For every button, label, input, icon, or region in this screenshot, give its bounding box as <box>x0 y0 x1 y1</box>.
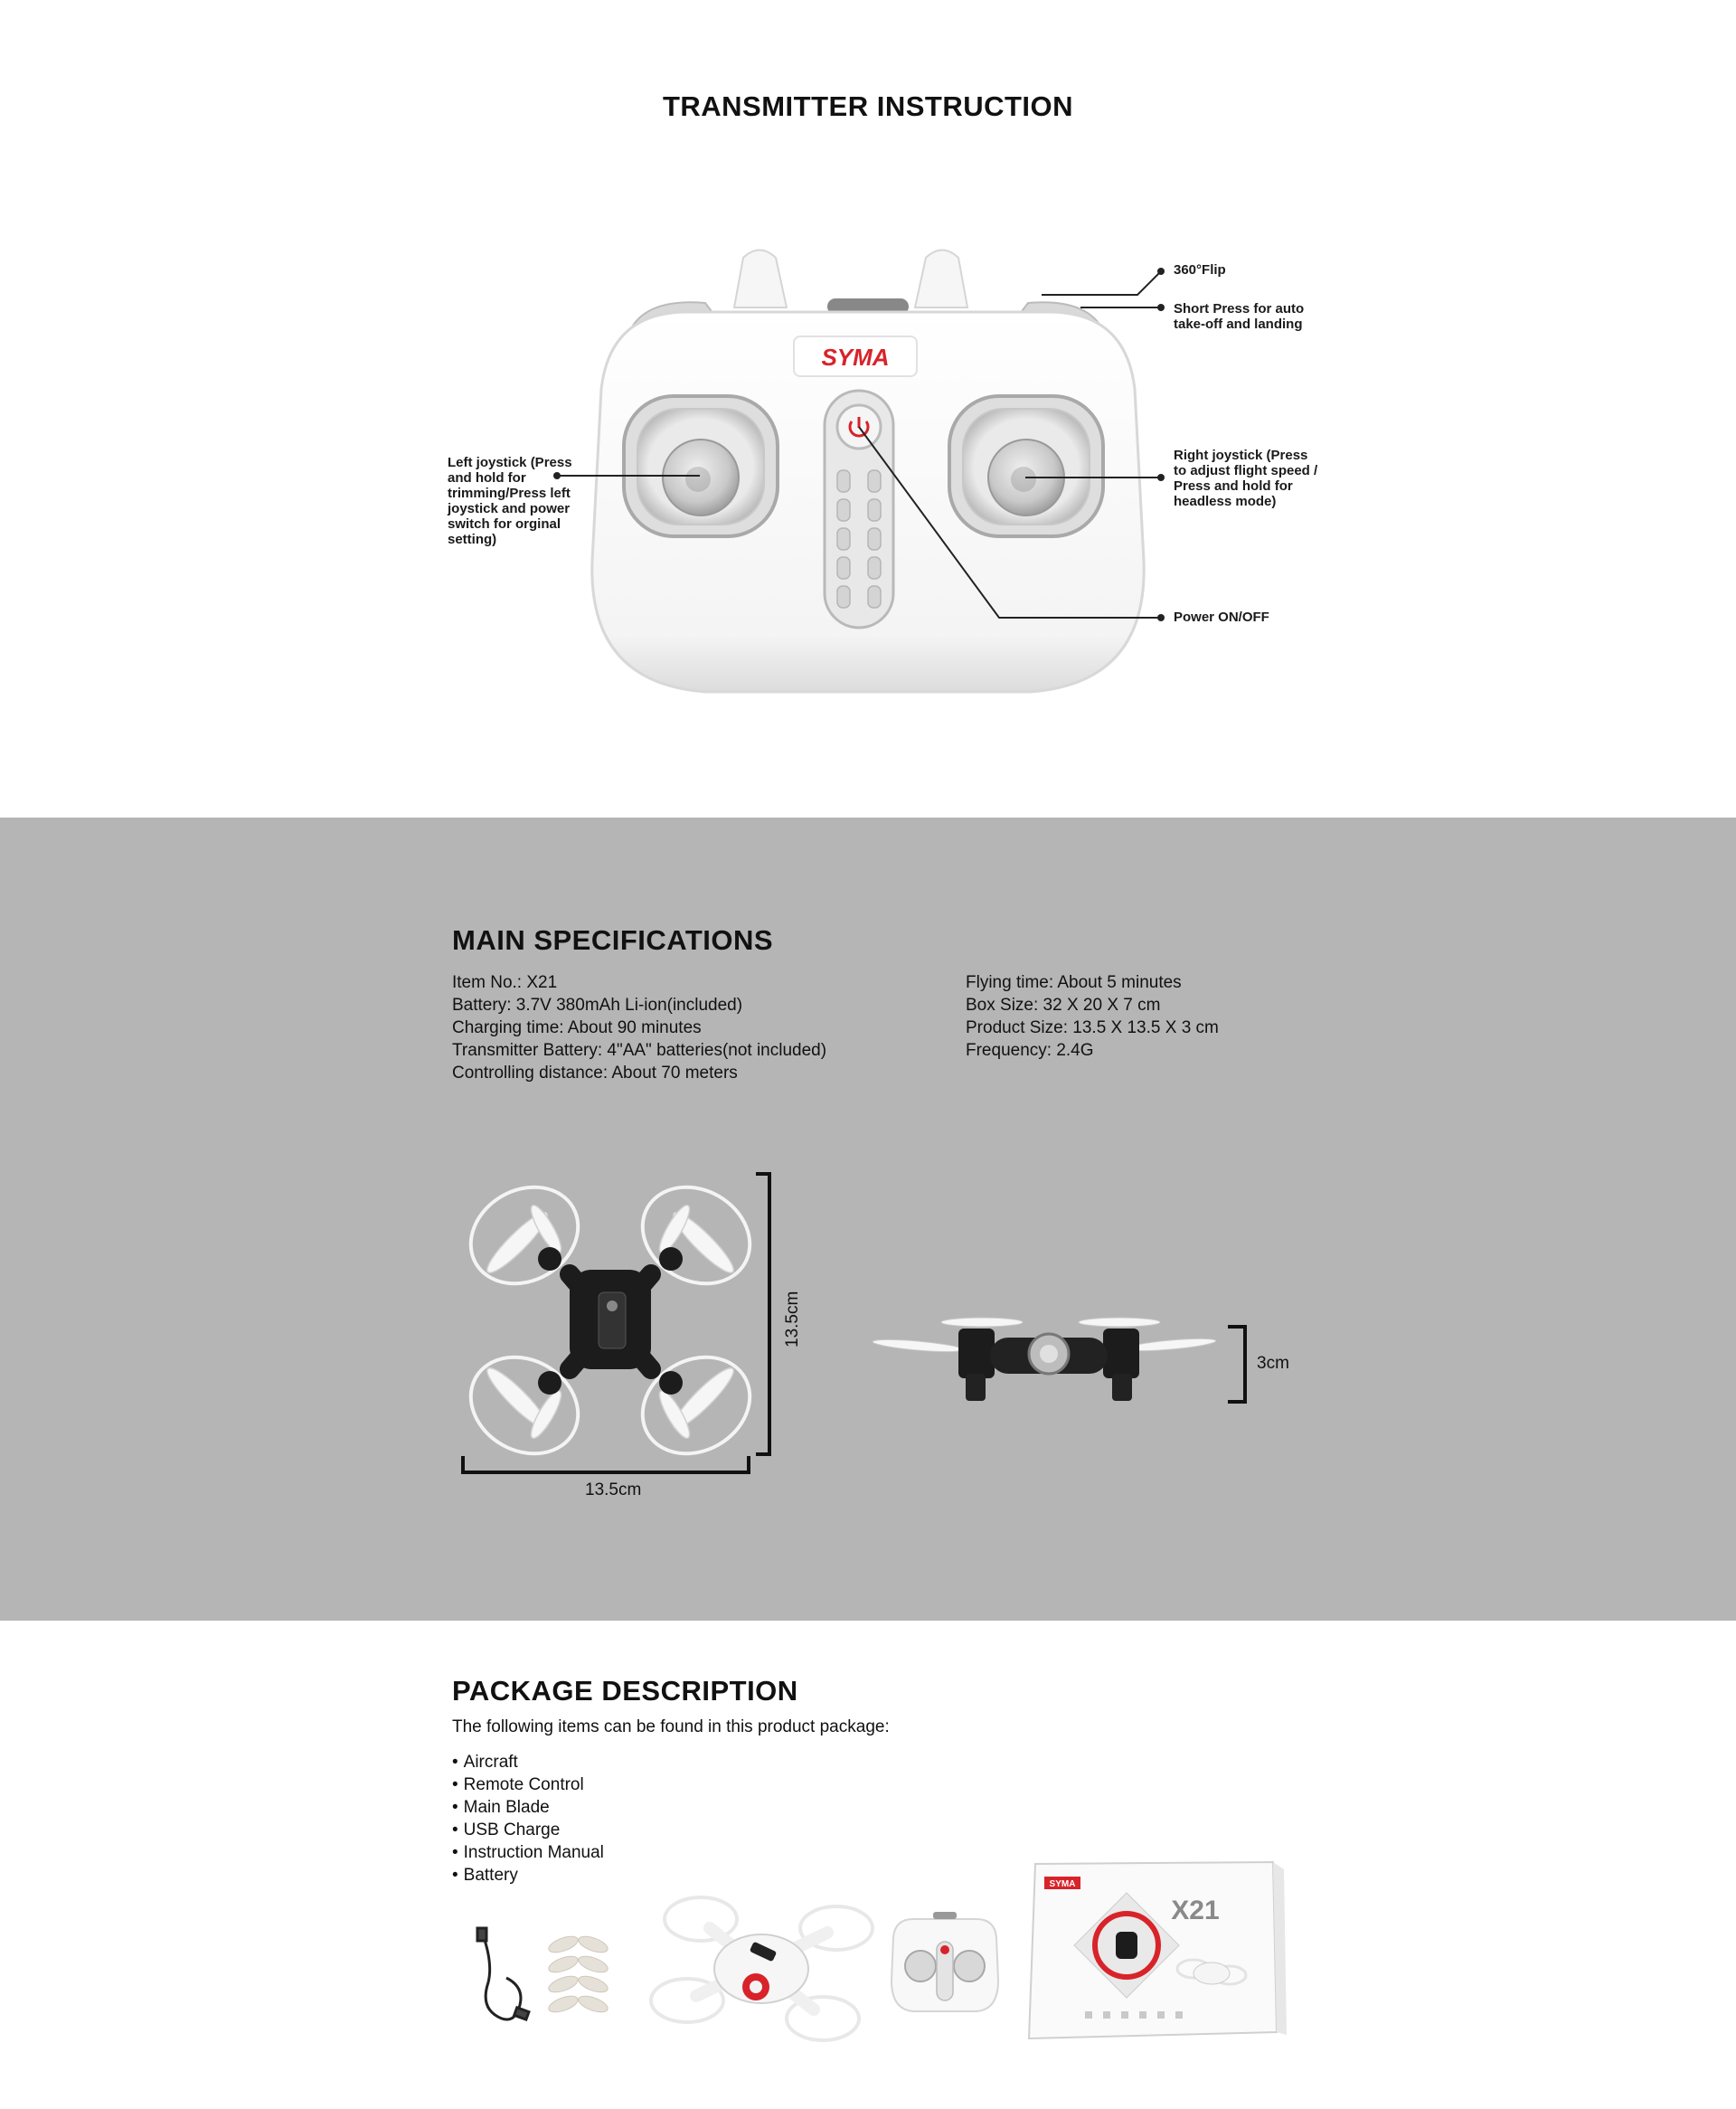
box-brand: SYMA <box>1049 1879 1076 1889</box>
width-dimension-bracket <box>463 1456 749 1472</box>
spec-charging-time: Charging time: About 90 minutes <box>452 1018 702 1037</box>
package-contents-illustration <box>0 1621 1736 2109</box>
left-antenna <box>734 251 787 308</box>
spec-flying-time: Flying time: About 5 minutes <box>966 973 1182 992</box>
package-title: PACKAGE DESCRIPTION <box>452 1675 798 1707</box>
callout-left-joystick: Left joystick (Press and hold for trimming/Press left joystick and power switch for orginal setting) <box>448 455 572 547</box>
height-dimension-label: 3cm <box>1257 1354 1289 1373</box>
specifications-title: MAIN SPECIFICATIONS <box>452 924 774 956</box>
specifications-section <box>0 818 1736 1621</box>
list-item: • Aircraft <box>452 1751 604 1773</box>
flip-callout-line <box>1042 271 1161 295</box>
spec-product-size: Product Size: 13.5 X 13.5 X 3 cm <box>966 1018 1219 1037</box>
product-box-icon <box>1029 1862 1287 2038</box>
width-dimension-label: 13.5cm <box>585 1480 642 1499</box>
list-item: • Main Blade <box>452 1796 604 1819</box>
list-item: • Remote Control <box>452 1773 604 1796</box>
spec-controlling-distance: Controlling distance: About 70 meters <box>452 1064 738 1083</box>
remote-control-icon <box>892 1912 998 2011</box>
box-model: X21 <box>1171 1896 1220 1925</box>
transmitter-illustration <box>0 0 1736 818</box>
right-antenna <box>915 251 967 308</box>
drone-dimension-illustration <box>0 818 1736 1621</box>
spec-frequency: Frequency: 2.4G <box>966 1041 1094 1060</box>
drone-side-view <box>873 1318 1216 1401</box>
package-section <box>0 1621 1736 2109</box>
list-item: • Instruction Manual <box>452 1841 604 1864</box>
package-intro: The following items can be found in this product package: <box>452 1717 890 1736</box>
list-item: • USB Charge <box>452 1819 604 1841</box>
callout-right-joystick: Right joystick (Press to adjust flight speed / Press and hold for headless mode) <box>1174 448 1318 509</box>
length-dimension-label: 13.5cm <box>783 1291 802 1348</box>
syma-logo: SYMA <box>821 344 890 371</box>
transmitter-section <box>0 0 1736 818</box>
spec-box-size: Box Size: 32 X 20 X 7 cm <box>966 996 1161 1015</box>
callout-auto-takeoff: Short Press for auto take-off and landing <box>1174 301 1305 332</box>
usb-cable-icon <box>477 1928 529 2019</box>
spec-item-no: Item No.: X21 <box>452 973 558 992</box>
callout-power: Power ON/OFF <box>1174 610 1269 625</box>
spec-transmitter-battery: Transmitter Battery: 4"AA" batteries(not included) <box>452 1041 827 1060</box>
height-dimension-bracket <box>1228 1327 1245 1402</box>
aircraft-icon <box>651 1897 873 2040</box>
transmitter-title: TRANSMITTER INSTRUCTION <box>662 90 1074 122</box>
length-dimension-bracket <box>756 1174 769 1454</box>
spec-battery: Battery: 3.7V 380mAh Li-ion(included) <box>452 996 743 1015</box>
callout-flip: 360°Flip <box>1174 262 1226 278</box>
drone-top-view <box>453 1168 767 1473</box>
spare-blades-icon <box>547 1934 610 2016</box>
list-item: • Battery <box>452 1864 604 1887</box>
